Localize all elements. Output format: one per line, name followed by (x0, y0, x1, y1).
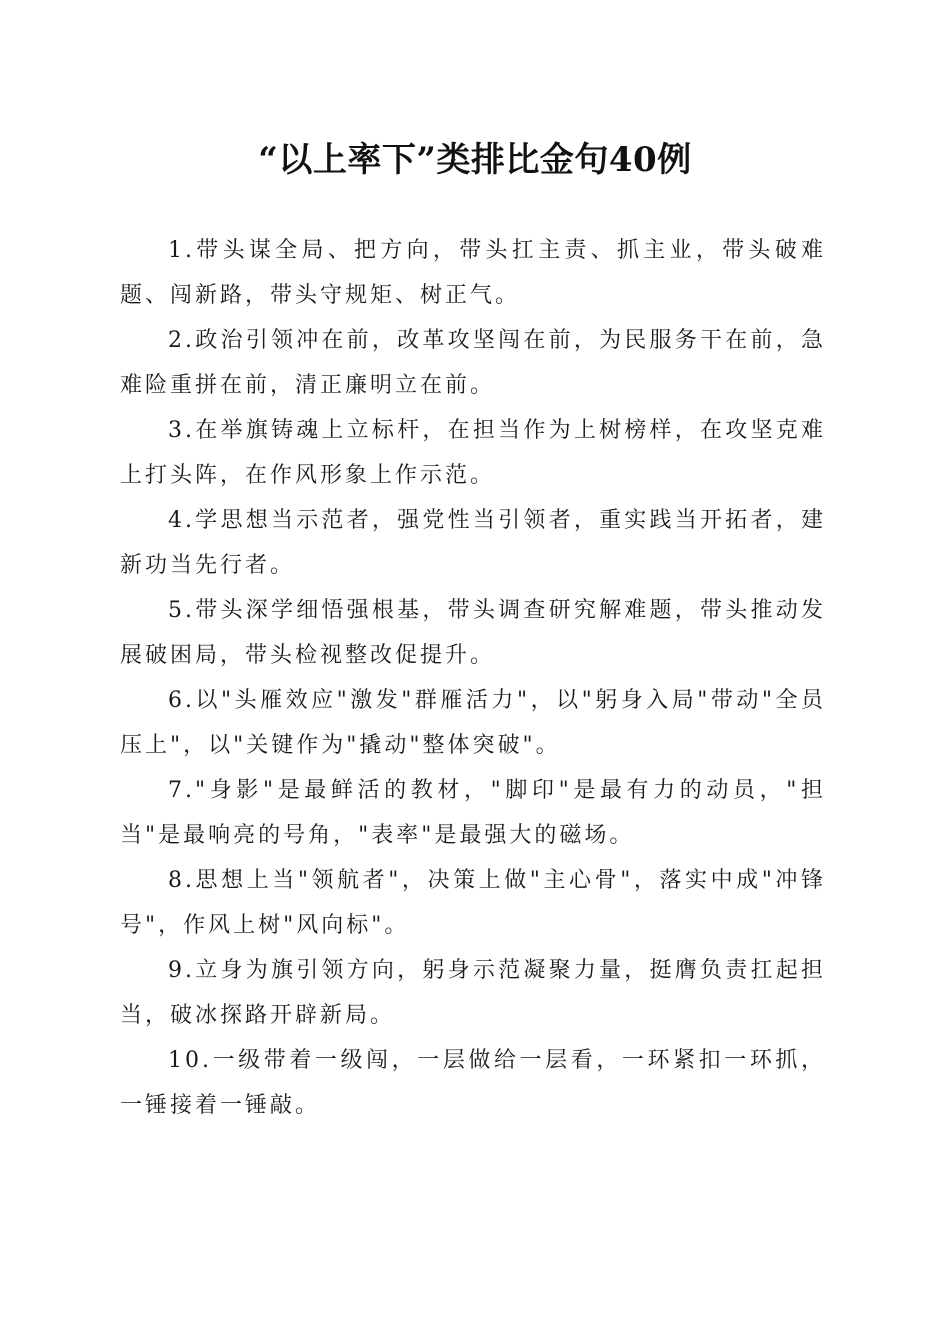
paragraph-4: 4.学思想当示范者，强党性当引领者，重实践当开拓者，建新功当先行者。 (120, 508, 826, 578)
paragraph-8: 8.思想上当"领航者"，决策上做"主心骨"，落实中成"冲锋号"，作风上树"风向标"。 (120, 868, 826, 938)
document-body (120, 228, 826, 1128)
paragraph-10: 10.一级带着一级闯，一层做给一层看，一环紧扣一环抓，一锤接着一锤敲。 (120, 1048, 826, 1118)
paragraph-6: 6.以"头雁效应"激发"群雁活力"，以"躬身入局"带动"全员压上"，以"关键作为"撬动"整体突破"。 (120, 688, 826, 758)
paragraph-9: 9.立身为旗引领方向，躬身示范凝聚力量，挺膺负责扛起担当，破冰探路开辟新局。 (120, 958, 826, 1028)
paragraph-1: 1.带头谋全局、把方向，带头扛主责、抓主业，带头破难题、闯新路，带头守规矩、树正气。 (120, 238, 826, 308)
paragraph-7: 7."身影"是最鲜活的教材，"脚印"是最有力的动员，"担当"是最响亮的号角，"表率"是最强大的磁场。 (120, 778, 826, 848)
document-title: “以上率下”类排比金句40例 (258, 140, 692, 180)
paragraph-5: 5.带头深学细悟强根基，带头调查研究解难题，带头推动发展破困局，带头检视整改促提升。 (120, 598, 826, 668)
paragraph-3: 3.在举旗铸魂上立标杆，在担当作为上树榜样，在攻坚克难上打头阵，在作风形象上作示范。 (120, 418, 826, 488)
paragraph-2: 2.政治引领冲在前，改革攻坚闯在前，为民服务干在前，急难险重拼在前，清正廉明立在前。 (120, 328, 826, 398)
